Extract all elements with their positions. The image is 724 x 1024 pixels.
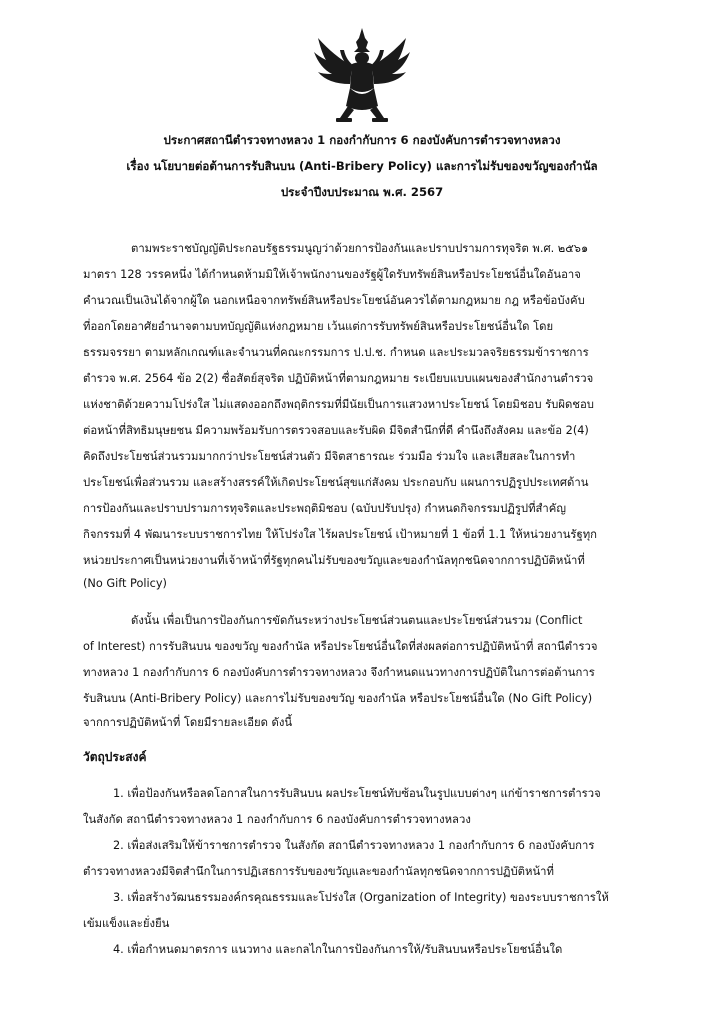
- paragraph-line: แห่งชาติด้วยความโปร่งใส ไม่แสดงออกถึงพฤติกรรมที่มีนัยเป็นการแสวงหาประโยชน์ โดยมิชอบ รับผิดชอบ: [83, 398, 594, 411]
- paragraph-line: (No Gift Policy): [83, 577, 167, 590]
- objective-item: เข้มแข็งและยั่งยืน: [83, 917, 170, 930]
- garuda-emblem-icon: [312, 26, 412, 124]
- paragraph-line: of Interest) การรับสินบน ของขวัญ ของกำนัล หรือประโยชน์อื่นใดที่ส่งผลต่อการปฏิบัติหน้าที่ สถานีตำรวจ: [83, 640, 598, 653]
- paragraph-line: ดังนั้น เพื่อเป็นการป้องกันการขัดกันระหว่างประโยชน์ส่วนตนและประโยชน์ส่วนรวม (Conflict: [131, 614, 583, 627]
- paragraph-line: รับสินบน (Anti-Bribery Policy) และการไม่รับของขวัญ ของกำนัล หรือประโยชน์อื่นใด (No Gift Policy): [83, 692, 593, 705]
- objective-item: 3. เพื่อสร้างวัฒนธรรมองค์กรคุณธรรมและโปร่งใส (Organization of Integrity) ของระบบราชการให้: [113, 891, 609, 904]
- paragraph-line: ตามพระราชบัญญัติประกอบรัฐธรรมนูญว่าด้วยการป้องกันและปราบปรามการทุจริต พ.ศ. ๒๕๖๑: [131, 242, 589, 255]
- paragraph-line: ประโยชน์เพื่อส่วนรวม และสร้างสรรค์ให้เกิดประโยชน์สุขแก่สังคม ประกอบกับ แผนการปฏิรูปประเทศด้าน: [83, 476, 589, 489]
- objective-item: 2. เพื่อส่งเสริมให้ข้าราชการตำรวจ ในสังกัด สถานีตำรวจทางหลวง 1 กองกำกับการ 6 กองบังคับการ: [113, 839, 595, 852]
- objective-item: ตำรวจทางหลวงมีจิตสำนึกในการปฏิเสธการรับของขวัญและของกำนัลทุกชนิดจากการปฏิบัติหน้าที่: [83, 865, 554, 878]
- paragraph-line: ต่อหน้าที่สิทธิมนุษยชน มีความพร้อมรับการตรวจสอบและรับผิด มีจิตสำนึกที่ดี คำนึงถึงสังคม และข้อ 2(4): [83, 424, 589, 437]
- paragraph-line: คำนวณเป็นเงินได้จากผู้ใด นอกเหนือจากทรัพย์สินหรือประโยชน์อันควรได้ตามกฎหมาย กฎ หรือข้อบังคับ: [83, 294, 585, 307]
- objective-item: 1. เพื่อป้องกันหรือลดโอกาสในการรับสินบน ผลประโยชน์ทับซ้อนในรูปแบบต่างๆ แก่ข้าราชการตำรวจ: [113, 787, 601, 800]
- paragraph-line: จากการปฏิบัติหน้าที่ โดยมีรายละเอียด ดังนี้: [83, 716, 293, 729]
- objectives-heading: วัตถุประสงค์: [83, 750, 147, 764]
- objective-item: ในสังกัด สถานีตำรวจทางหลวง 1 กองกำกับการ 6 กองบังคับการตำรวจทางหลวง: [83, 813, 471, 826]
- paragraph-line: หน่วยประกาศเป็นหน่วยงานที่เจ้าหน้าที่รัฐทุกคนไม่รับของขวัญและของกำนัลทุกชนิดจากการปฏิบัติหน้าที่: [83, 554, 585, 567]
- objective-item: 4. เพื่อกำหนดมาตรการ แนวทาง และกลไกในการป้องกันการให้/รับสินบนหรือประโยชน์อื่นใด: [113, 943, 563, 956]
- announcement-title: ประกาศสถานีตำรวจทางหลวง 1 กองกำกับการ 6 กองบังคับการตำรวจทางหลวง: [163, 133, 561, 147]
- paragraph-line: การป้องกันและปราบปรามการทุจริตและประพฤติมิชอบ (ฉบับปรับปรุง) กำหนดกิจกรรมปฏิรูปที่สำคัญ: [83, 502, 566, 515]
- paragraph-line: ตำรวจ พ.ศ. 2564 ข้อ 2(2) ซื่อสัตย์สุจริต ปฏิบัติหน้าที่ตามกฎหมาย ระเบียบแบบแผนของสำนักงานตำรวจ: [83, 372, 594, 385]
- paragraph-line: ที่ออกโดยอาศัยอำนาจตามบทบัญญัติแห่งกฎหมาย เว้นแต่การรับทรัพย์สินหรือประโยชน์อื่นใด โดย: [83, 320, 554, 333]
- paragraph-line: คิดถึงประโยชน์ส่วนรวมมากกว่าประโยชน์ส่วนตัว มีจิตสาธารณะ ร่วมมือ ร่วมใจ และเสียสละในการทำ: [83, 450, 576, 463]
- paragraph-line: กิจกรรมที่ 4 พัฒนาระบบราชการไทย ให้โปร่งใส ไร้ผลประโยชน์ เป้าหมายที่ 1 ข้อที่ 1.1 ให้หน่วยงานรัฐทุก: [83, 528, 598, 541]
- paragraph-line: ทางหลวง 1 กองกำกับการ 6 กองบังคับการตำรวจทางหลวง จึงกำหนดแนวทางการปฏิบัติในการต่อต้านการ: [83, 666, 595, 679]
- fiscal-year-line: ประจำปีงบประมาณ พ.ศ. 2567: [280, 185, 444, 199]
- paragraph-line: ธรรมจรรยา ตามหลักเกณฑ์และจำนวนที่คณะกรรมการ ป.ป.ช. กำหนด และประมวลจริยธรรมข้าราชการ: [83, 346, 589, 359]
- paragraph-line: มาตรา 128 วรรคหนึ่ง ได้กำหนดห้ามมิให้เจ้าพนักงานของรัฐผู้ใดรับทรัพย์สินหรือประโยชน์อื่นใดอันอาจ: [83, 268, 581, 281]
- subject-line: เรื่อง นโยบายต่อต้านการรับสินบน (Anti-Bribery Policy) และการไม่รับของขวัญของกำนัล: [126, 159, 598, 173]
